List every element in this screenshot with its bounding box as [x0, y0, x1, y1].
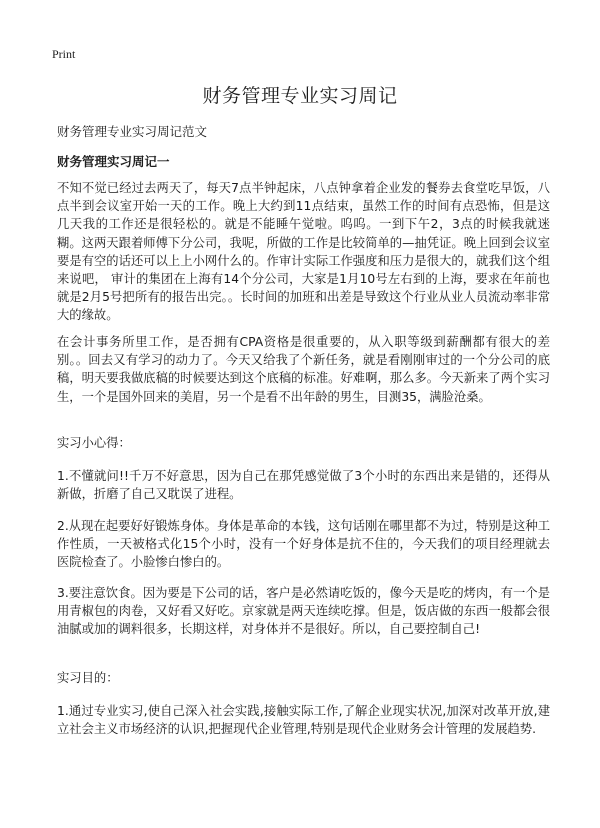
goal-heading: 实习目的： [57, 671, 119, 685]
tips-heading: 实习小心得： [57, 436, 131, 450]
paragraph: 在会计事务所里工作，是否拥有CPA资格是很重要的，从入职等级到薪酬都有很大的差别。。回去又有学习的动力了。今天又给我了个新任务，就是看刚刚审过的一个分公司的底稿，明天要我做底稿的时候要达到这个底稿的标准。好难啊，那么多。今天新来了两个实习生，一个是国外回来的美眉，另一个是看不出年龄的男生，目测35，满脸沧桑。 [57, 335, 550, 404]
tip-item: 1.不懂就问!!千万不好意思，因为自己在那凭感觉做了3个小时的东西出来是错的，还得从新做，折磨了自己又耽误了进程。 [57, 469, 550, 502]
goal-item: 1.通过专业实习,使自己深入社会实践,接触实际工作,了解企业现实状况,加深对改革开放,建立社会主义市场经济的认识,把握现代企业管理,特别是现代企业财务会计管理的发展趋势. [57, 704, 550, 737]
tip-item: 2.从现在起要好好锻炼身体。身体是革命的本钱，这句话刚在哪里都不为过，特别是这种工作性质，一天被格式化15个小时，没有一个好身体是抗不住的，今天我们的项目经理就去医院检查了。小脸惨白惨白的。 [57, 519, 550, 570]
page-title: 财务管理专业实习周记 [202, 85, 398, 107]
tip-item: 3.要注意饮食。因为要是下公司的话，客户是必然请吃饭的，像今天是吃的烤肉，有一个是用青椒包的肉卷，又好看又好吃。京家就是两天连续吃撑。但是，饭店做的东西一般都会很油腻或加的调料很多，长期这样，对身体并不是很好。所以，自己要控制自己! [57, 586, 550, 637]
section-heading: 财务管理实习周记一 [57, 154, 170, 169]
print-link[interactable]: Print [52, 47, 76, 61]
document-subtitle: 财务管理专业实习周记范文 [57, 124, 208, 139]
paragraph: 不知不觉已经过去两天了，每天7点半钟起床，八点钟拿着企业发的餐券去食堂吃早饭，八点半到会议室开始一天的工作。晚上大约到11点结束，虽然工作的时间有点恐怖，但是这几天我的工作还是很轻松的。就是不能睡午觉啦。呜呜。一到下午2，3点的时候我就迷糊。这两天跟着师傅下分公司，我呢，所做的工作是比较简单的—抽凭证。晚上回到会议室要是有空的话还可以上上小网什么的。作审计实际工作强度和压力是很大的，就我们这个组来说吧， 审计的集团在上海有14个分公司，大家是1月10号左右到的上海，要求在年前也就是2月5号把所有的报告出完。。长时间的加班和出差是导致这个行业从业人员流动率非常大的缘故。 [57, 181, 550, 323]
